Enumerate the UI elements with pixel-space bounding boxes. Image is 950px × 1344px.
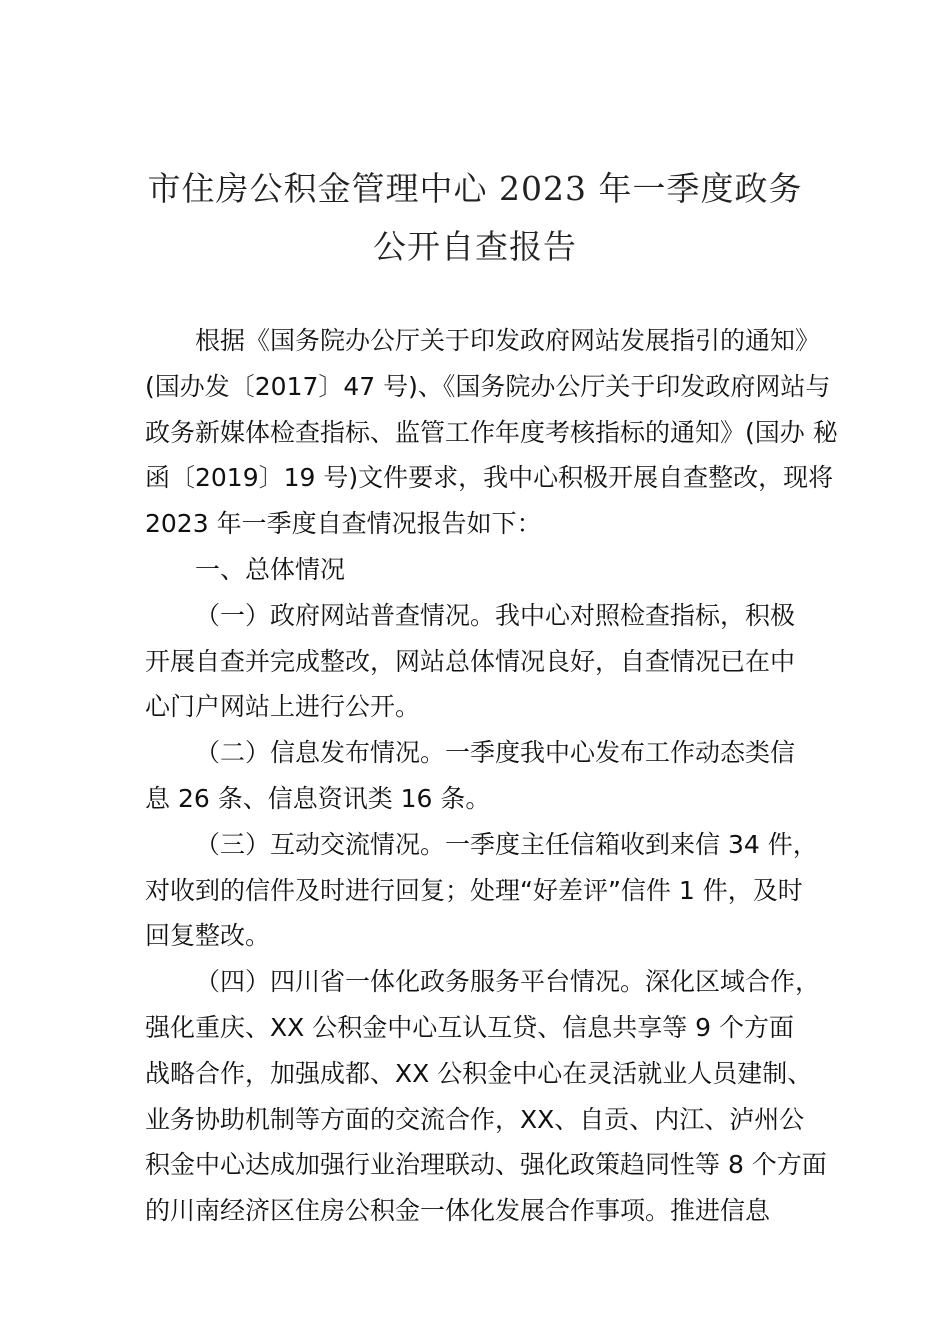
- paragraph-interaction: [145, 822, 818, 959]
- text-line: (国办发〔2017〕47 号)、《国务院办公厅关于印发政府网站与: [145, 371, 831, 401]
- text-line: 积金中心达成加强行业治理联动、强化政策趋同性等 8 个方面: [145, 1150, 827, 1180]
- paragraph-intro: [145, 318, 838, 547]
- text-line: 强化重庆、XX 公积金中心互认互贷、信息共享等 9 个方面: [145, 1012, 795, 1042]
- text-line: 根据《国务院办公厅关于印发政府网站发展指引的通知》: [195, 326, 821, 355]
- paragraph-service-platform: [145, 959, 827, 1234]
- text-line: （二）信息发布情况。一季度我中心发布工作动态类信: [195, 738, 796, 768]
- title-line: 公开自查报告: [373, 227, 577, 266]
- text-line: 2023 年一季度自查情况报告如下：: [145, 509, 542, 539]
- text-line: （四）四川省一体化政务服务平台情况。深化区域合作，: [195, 967, 821, 997]
- text-line: 政务新媒体检查指标、监管工作年度考核指标的通知》(国办 秘: [145, 417, 838, 447]
- text-line: 开展自查并完成整改，网站总体情况良好，自查情况已在中: [145, 646, 796, 676]
- text-line: 心门户网站上进行公开。: [145, 692, 421, 722]
- paragraph-website-check: [145, 593, 815, 730]
- text-line: 对收到的信件及时进行回复；处理“好差评”信件 1 件，及时: [145, 875, 803, 905]
- document-title: [90, 160, 860, 276]
- text-line: （一）政府网站普查情况。我中心对照检查指标，积极: [195, 600, 796, 630]
- section-heading: [145, 547, 815, 593]
- text-line: 回复整改。: [145, 921, 271, 951]
- document-body: [145, 318, 838, 1234]
- text-line: 一、总体情况: [195, 554, 346, 584]
- text-line: 战略合作，加强成都、XX 公积金中心在灵活就业人员建制、: [145, 1058, 813, 1088]
- text-line: 息 26 条、信息资讯类 16 条。: [145, 783, 491, 813]
- text-line: （三）互动交流情况。一季度主任信箱收到来信 34 件，: [195, 829, 818, 859]
- text-line: 的川南经济区住房公积金一体化发展合作事项。推进信息: [145, 1196, 771, 1226]
- text-line: 业务协助机制等方面的交流合作，XX、自贡、内江、泸州公: [145, 1104, 805, 1134]
- text-line: 函〔2019〕19 号)文件要求，我中心积极开展自查整改，现将: [145, 463, 834, 493]
- title-line: 市住房公积金管理中心 2023 年一季度政务: [147, 169, 803, 208]
- paragraph-info-release: [145, 730, 815, 822]
